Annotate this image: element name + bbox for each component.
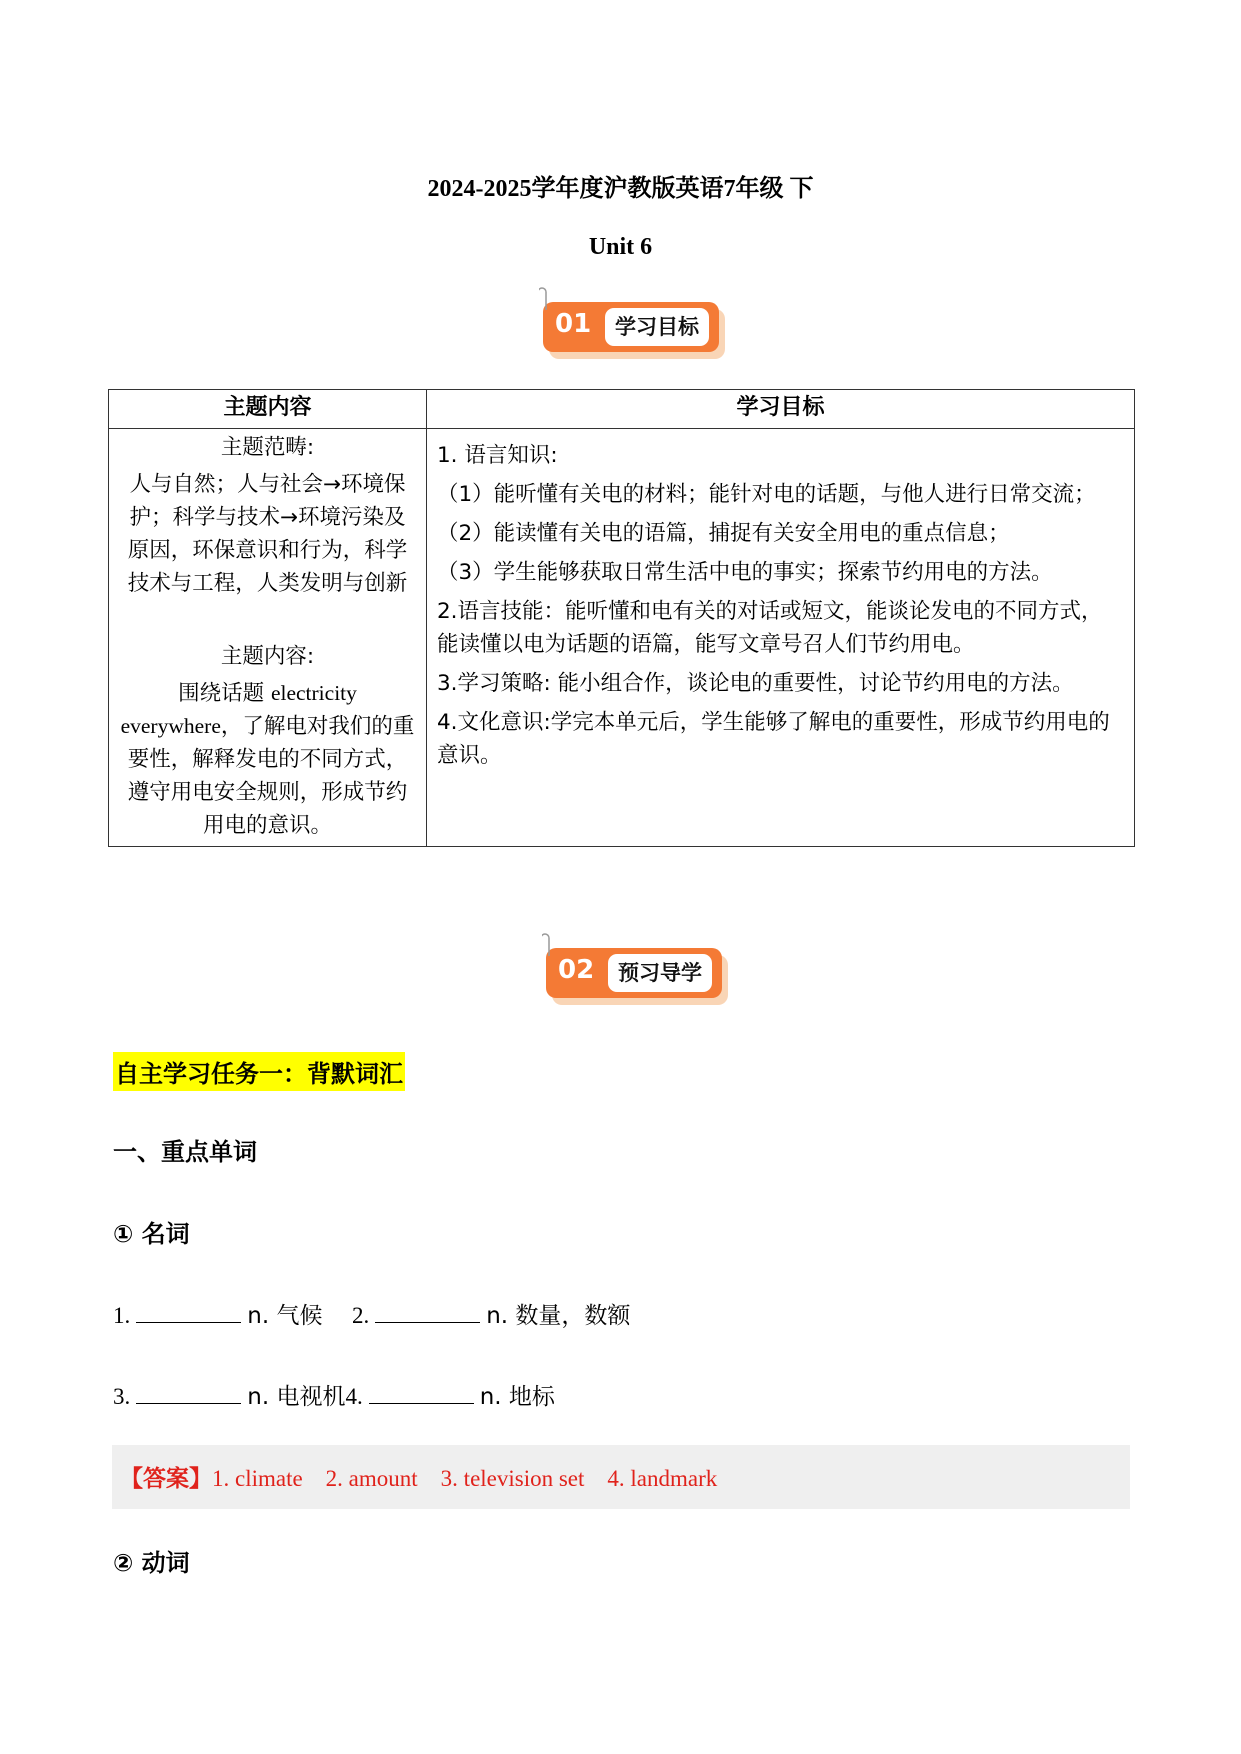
task-heading: 自主学习任务一：背默词汇 [113,1052,405,1091]
objectives-cell [427,429,1135,847]
scope-title: 主题范畴: [220,435,315,460]
paperclip-icon [542,930,556,958]
noun-line-1: 1. n. 气候 2. n. 数量，数额 [113,1297,630,1330]
header-learning-objectives: 学习目标 [427,390,1135,429]
objective-item: （2）能读懂有关电的语篇，捕捉有关安全用电的重点信息； [437,521,1010,546]
scope-text: 人与自然；人与社会→环境保护；科学与技术→环境污染及原因，环保意识和行为，科学技术与工程，人类发明与创新 [127,472,408,596]
content-text: 围绕话题 electricity everywhere，了解电对我们的重要性，解释发电的不同方式，遵守用电安全规则，形成节约用电的意识。 [120,681,415,838]
objective-item: 4.文化意识:学完本单元后，学生能够了解电的重要性，形成节约用电的意识。 [437,710,1110,768]
topic-cell [109,429,427,847]
answer-blank[interactable] [369,1381,474,1404]
objective-item: 1. 语言知识: [437,443,558,468]
objective-item: 3.学习策略: 能小组合作，谈论电的重要性，讨论节约用电的方法。 [437,671,1074,696]
key-words-heading: 一、重点单词 [113,1138,257,1166]
section-label: 预习导学 [608,954,712,992]
objective-item: （3）学生能够获取日常生活中电的事实；探索节约用电的方法。 [437,560,1053,585]
noun-line-2: 3. n. 电视机4. n. 地标 [113,1378,555,1411]
objectives-table [108,389,1135,847]
header-topic-content: 主题内容 [109,390,427,429]
answer-blank[interactable] [136,1381,241,1404]
answer-box [112,1445,1130,1509]
objective-item: （1）能听懂有关电的材料；能针对电的话题，与他人进行日常交流； [437,482,1096,507]
unit-title: Unit 6 [588,234,653,260]
section-label: 学习目标 [605,308,709,346]
answer-blank[interactable] [136,1300,241,1323]
answer-blank[interactable] [375,1300,480,1323]
answer-text: 1. climate 2. amount 3. television set 4. landmark [212,1466,718,1491]
section-number: 02 [558,955,595,985]
section-number: 01 [555,309,592,339]
document-title: 2024-2025学年度沪教版英语7年级 下 [427,176,814,202]
nouns-heading: ① 名词 [113,1220,190,1248]
content-title: 主题内容: [220,644,315,669]
paperclip-icon [539,284,553,312]
objective-item: 2.语言技能：能听懂和电有关的对话或短文，能谈论发电的不同方式，能读懂以电为话题的语篇，能写文章号召人们节约用电。 [437,599,1103,657]
verbs-heading: ② 动词 [113,1549,190,1577]
answer-tag: 【答案】 [120,1466,212,1492]
